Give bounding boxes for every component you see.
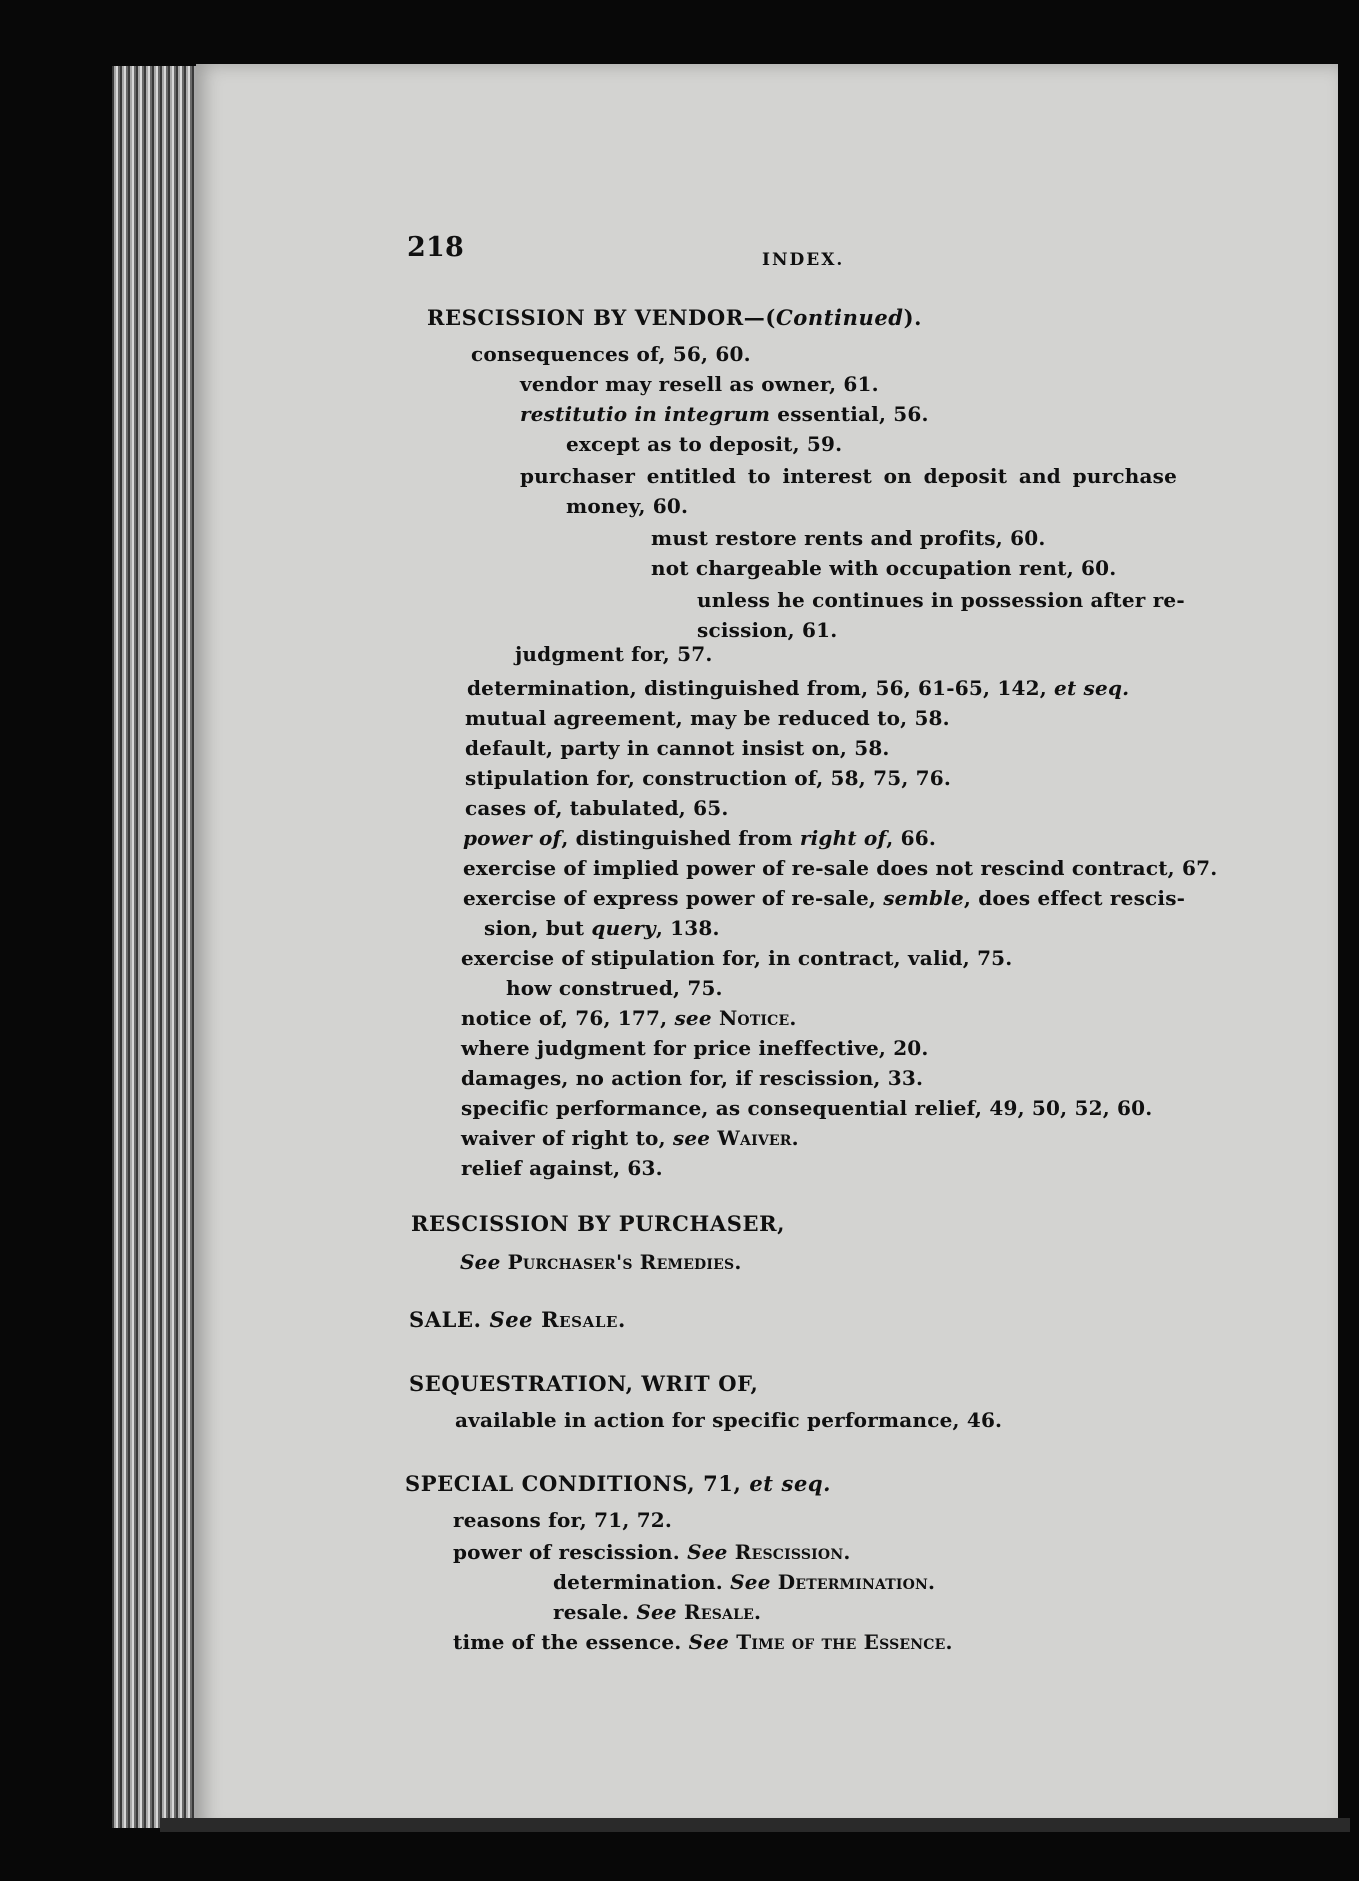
index-line: available in action for specific performance, 46.	[455, 1408, 1003, 1432]
index-line: except as to deposit, 59.	[566, 432, 843, 456]
index-line: damages, no action for, if rescission, 33.	[461, 1066, 924, 1090]
page-bottom-shadow	[160, 1818, 1350, 1832]
index-line: judgment for, 57.	[515, 642, 713, 666]
book-page-edges	[112, 66, 202, 1828]
index-line: money, 60.	[566, 494, 689, 518]
index-line: stipulation for, construction of, 58, 75, 76.	[465, 766, 952, 790]
index-line: exercise of stipulation for, in contract, valid, 75.	[461, 946, 1013, 970]
index-line: restitutio in integrum essential, 56.	[520, 402, 929, 426]
index-line: determination, distinguished from, 56, 61-65, 142, et seq.	[467, 676, 1130, 700]
index-line: reasons for, 71, 72.	[453, 1508, 673, 1532]
index-line: scission, 61.	[697, 618, 838, 642]
index-line: resale. See Resale.	[553, 1600, 762, 1624]
index-line: cases of, tabulated, 65.	[465, 796, 729, 820]
index-line: default, party in cannot insist on, 58.	[465, 736, 890, 760]
index-line: waiver of right to, see Waiver.	[461, 1126, 799, 1150]
index-line: vendor may resell as owner, 61.	[520, 372, 879, 396]
index-line: exercise of express power of re-sale, semble, does effect rescis-	[463, 886, 1186, 910]
index-line: how construed, 75.	[506, 976, 723, 1000]
index-line: exercise of implied power of re-sale does not rescind contract, 67.	[463, 856, 1218, 880]
index-line: purchaser entitled to interest on deposit and purchase	[520, 464, 1177, 488]
index-line: determination. See Determination.	[553, 1570, 936, 1594]
index-line: power of rescission. See Rescission.	[453, 1540, 851, 1564]
index-line: consequences of, 56, 60.	[471, 342, 751, 366]
index-line: sion, but query, 138.	[484, 916, 720, 940]
heading-rescission-by-vendor: RESCISSION BY VENDOR—(Continued).	[427, 305, 923, 330]
index-line: unless he continues in possession after re-	[697, 588, 1185, 612]
index-line: See Purchaser's Remedies.	[460, 1250, 742, 1274]
index-line: mutual agreement, may be reduced to, 58.	[465, 706, 950, 730]
heading-sale: SALE. See Resale.	[409, 1307, 626, 1332]
heading-rescission-by-purchaser: RESCISSION BY PURCHASER,	[411, 1211, 786, 1236]
index-line: time of the essence. See Time of the Essence.	[453, 1630, 953, 1654]
index-line: power of, distinguished from right of, 66.	[463, 826, 936, 850]
index-line: specific performance, as consequential relief, 49, 50, 52, 60.	[461, 1096, 1153, 1120]
index-line: relief against, 63.	[461, 1156, 663, 1180]
index-line: not chargeable with occupation rent, 60.	[651, 556, 1117, 580]
page-number: 218	[407, 232, 464, 263]
heading-special-conditions: SPECIAL CONDITIONS, 71, et seq.	[405, 1471, 832, 1496]
running-head: INDEX.	[762, 250, 845, 270]
index-line: where judgment for price ineffective, 20.	[461, 1036, 929, 1060]
index-line: must restore rents and profits, 60.	[651, 526, 1046, 550]
heading-sequestration: SEQUESTRATION, WRIT OF,	[409, 1371, 759, 1396]
index-line: notice of, 76, 177, see Notice.	[461, 1006, 797, 1030]
